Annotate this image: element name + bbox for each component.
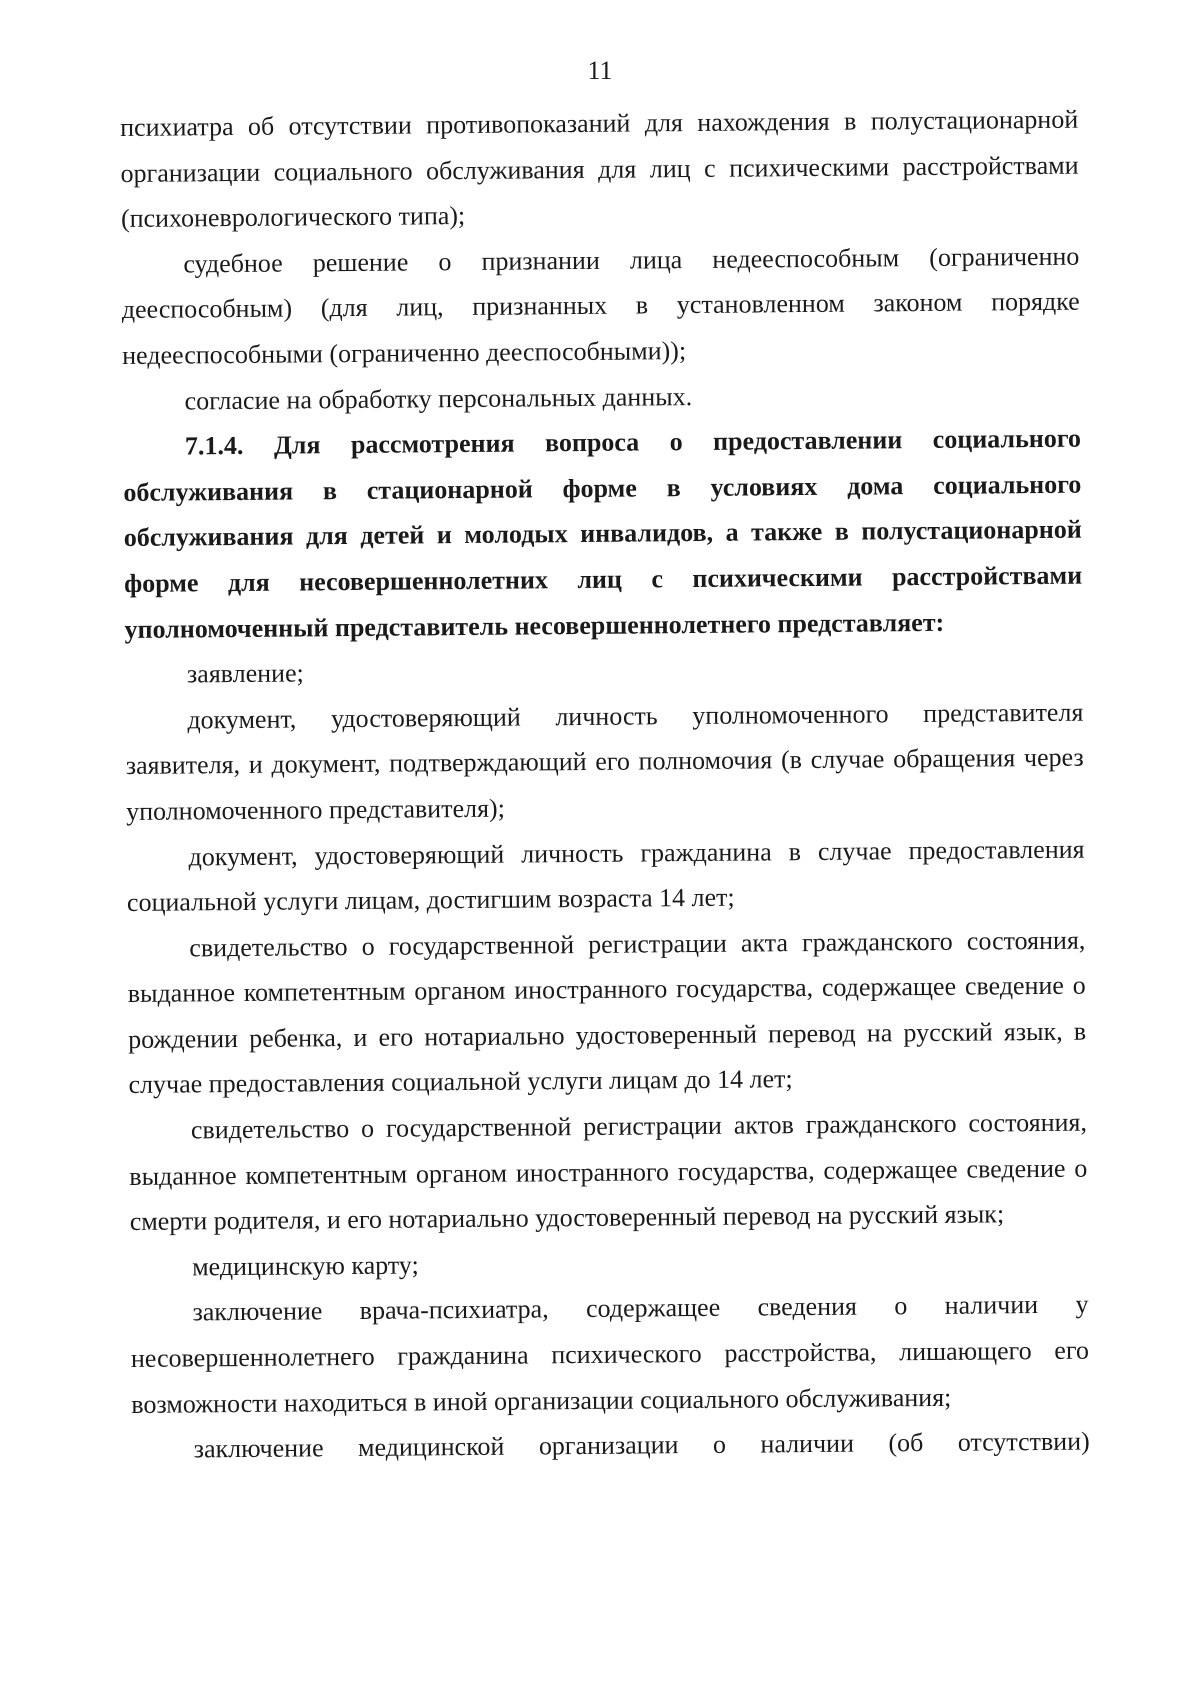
paragraph-1: психиатра об отсутствии противопоказаний для нахождения в полустационарной организации социального обслуживания для лиц с психическими расстройствами (психоневрологического типа); xyxy=(120,104,1079,234)
paragraph-6: документ, удостоверяющий личность уполномоченного представителя заявителя, и документ, подтверждающий его полномочия (в случае обращения через уполномоченного представителя); xyxy=(125,697,1084,826)
paragraph-5: заявление; xyxy=(186,658,304,689)
paragraph-9: свидетельство о государственной регистрации актов гражданского состояния, выданное компетентным органом иностранного государства, содержащее сведение о смерти родителя, и его нотариально удостоверенный перевод на русский язык; xyxy=(129,1107,1088,1237)
page-number: 11 xyxy=(587,56,613,85)
paragraph-7: документ, удостоверяющий личность гражданина в случае предоставления социальной услуги лицам, достигшим возраста 14 лет; xyxy=(126,834,1085,918)
document-body xyxy=(120,97,1090,1473)
paragraph-4: 7.1.4. Для рассмотрения вопроса о предоставлении социального обслуживания в стационарной форме в условиях дома социального обслуживания для детей и молодых инвалидов, а также в полустационарной форме для несовершеннолетних лиц с психическими расстройствами уполномоченный представитель несовершеннолетнего представляет: xyxy=(123,423,1083,644)
paragraph-2: судебное решение о признании лица недееспособным (ограниченно дееспособным) (для лиц, признанных в установленном законом порядке недееспособными (ограниченно дееспособными)); xyxy=(121,241,1080,370)
paragraph-12: заключение медицинской организации о наличии (об отсутствии) xyxy=(193,1426,1090,1464)
paragraph-11: заключение врача-психиатра, содержащее сведения о наличии у несовершеннолетнего гражданина психического расстройства, лишающего его возможности находиться в иной организации социального обслуживания; xyxy=(130,1290,1090,1419)
paragraph-3: согласие на обработку персональных данных. xyxy=(184,381,693,416)
paragraph-8: свидетельство о государственной регистрации акта гражданского состояния, выданное компетентным органом иностранного государства, содержащее сведение о рождении ребенка, и его нотариально удостоверенный перевод на русский язык, в случае предоставления социальной услуги лицам до 14 лет; xyxy=(127,925,1087,1100)
paragraph-10: медицинскую карту; xyxy=(192,1250,419,1282)
